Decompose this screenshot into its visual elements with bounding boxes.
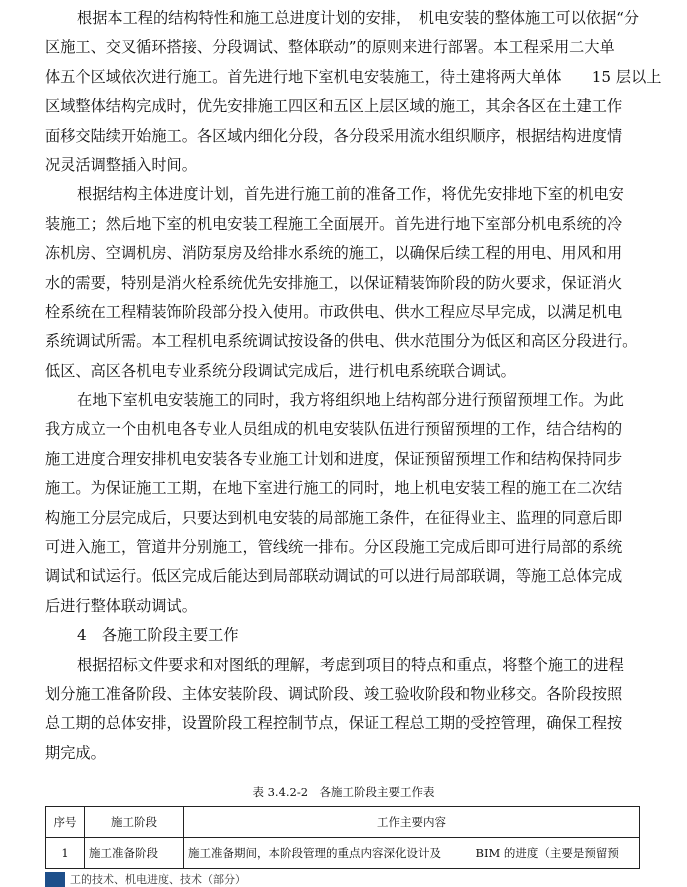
cell-content: 施工准备期间，本阶段管理的重点内容深化设计及 BIM 的进度（主要是预留预 [184,838,640,869]
stage-work-table [45,806,640,869]
header-cell-stage: 施工阶段 [85,807,184,838]
cell-stage: 施工准备阶段 [85,838,184,869]
text-line: 况灵活调整插入时间。 [45,155,197,174]
cell-index: 1 [46,838,85,869]
text-line: 根据本工程的结构特性和施工总进度计划的安排， 机电安装的整体施工可以依据“分 [77,9,640,27]
watermark-logo-icon [45,872,65,887]
text-line: 栓系统在工程精装饰阶段部分投入使用。市政供电、供水工程应尽早完成，以满足机电 [45,302,623,321]
text-line: 根据结构主体进度计划，首先进行施工前的准备工作，将优先安排地下室的机电安 [77,185,624,204]
section-heading: 4 各施工阶段主要工作 [77,626,239,645]
cut-off-line: 工的技术、机电进度、技术（部分） [70,873,246,886]
text-line: 区施工、交叉循环搭接、分段调试、整体联动”的原则来进行部署。本工程采用二大单 [45,38,615,57]
table-caption: 表 3.4.2-2 各施工阶段主要工作表 [252,785,435,799]
text-line: 划分施工准备阶段、主体安装阶段、调试阶段、竣工验收阶段和物业移交。各阶段按照 [45,684,623,703]
text-line: 调试和试运行。低区完成后能达到局部联动调试的可以进行局部联调，等施工总体完成 [45,567,623,586]
text-line: 根据招标文件要求和对图纸的理解，考虑到项目的特点和重点，将整个施工的进程 [77,655,624,674]
text-line: 冻机房、空调机房、消防泵房及给排水系统的施工，以确保后续工程的用电、用风和用 [45,244,623,263]
text-line: 面移交陆续开始施工。各区域内细化分段，各分段采用流水组织顺序，根据结构进度情 [45,126,623,145]
text-line: 施工进度合理安排机电安装各专业施工计划和进度，保证预留预埋工作和结构保持同步 [45,449,623,468]
header-cell-content: 工作主要内容 [184,807,640,838]
text-line: 装施工；然后地下室的机电安装工程施工全面展开。首先进行地下室部分机电系统的冷 [45,214,623,233]
body-text [45,4,662,768]
text-line: 我方成立一个由机电各专业人员组成的机电安装队伍进行预留预埋的工作，结合结构的 [45,420,623,439]
text-line: 在地下室机电安装施工的同时，我方将组织地上结构部分进行预留预埋工作。为此 [77,391,624,410]
text-line: 后进行整体联动调试。 [45,596,197,615]
table-row [46,838,640,869]
text-line: 水的需要，特别是消火栓系统优先安排施工，以保证精装饰阶段的防火要求，保证消火 [45,273,623,292]
table-header-row [46,807,640,838]
text-line: 期完成。 [45,743,106,762]
text-line: 体五个区域依次进行施工。首先进行地下室机电安装施工，待土建将两大单体 15 层以上 [45,67,662,86]
text-line: 系统调试所需。本工程机电系统调试按设备的供电、供水范围分为低区和高区分段进行。 [45,332,638,351]
text-line: 构施工分层完成后，只要达到机电安装的局部施工条件，在征得业主、监理的同意后即 [45,508,623,527]
text-line: 区域整体结构完成时，优先安排施工四区和五区上层区域的施工，其余各区在土建工作 [45,97,623,116]
text-line: 低区、高区各机电专业系统分段调试完成后，进行机电系统联合调试。 [45,361,516,380]
text-line: 可进入施工，管道井分别施工，管线统一排布。分区段施工完成后即可进行局部的系统 [45,538,623,557]
text-line: 施工。为保证施工工期，在地下室进行施工的同时，地上机电安装工程的施工在二次结 [45,479,623,498]
header-cell-index: 序号 [46,807,85,838]
text-line: 总工期的总体安排，设置阶段工程控制节点，保证工程总工期的受控管理，确保工程按 [45,714,623,733]
